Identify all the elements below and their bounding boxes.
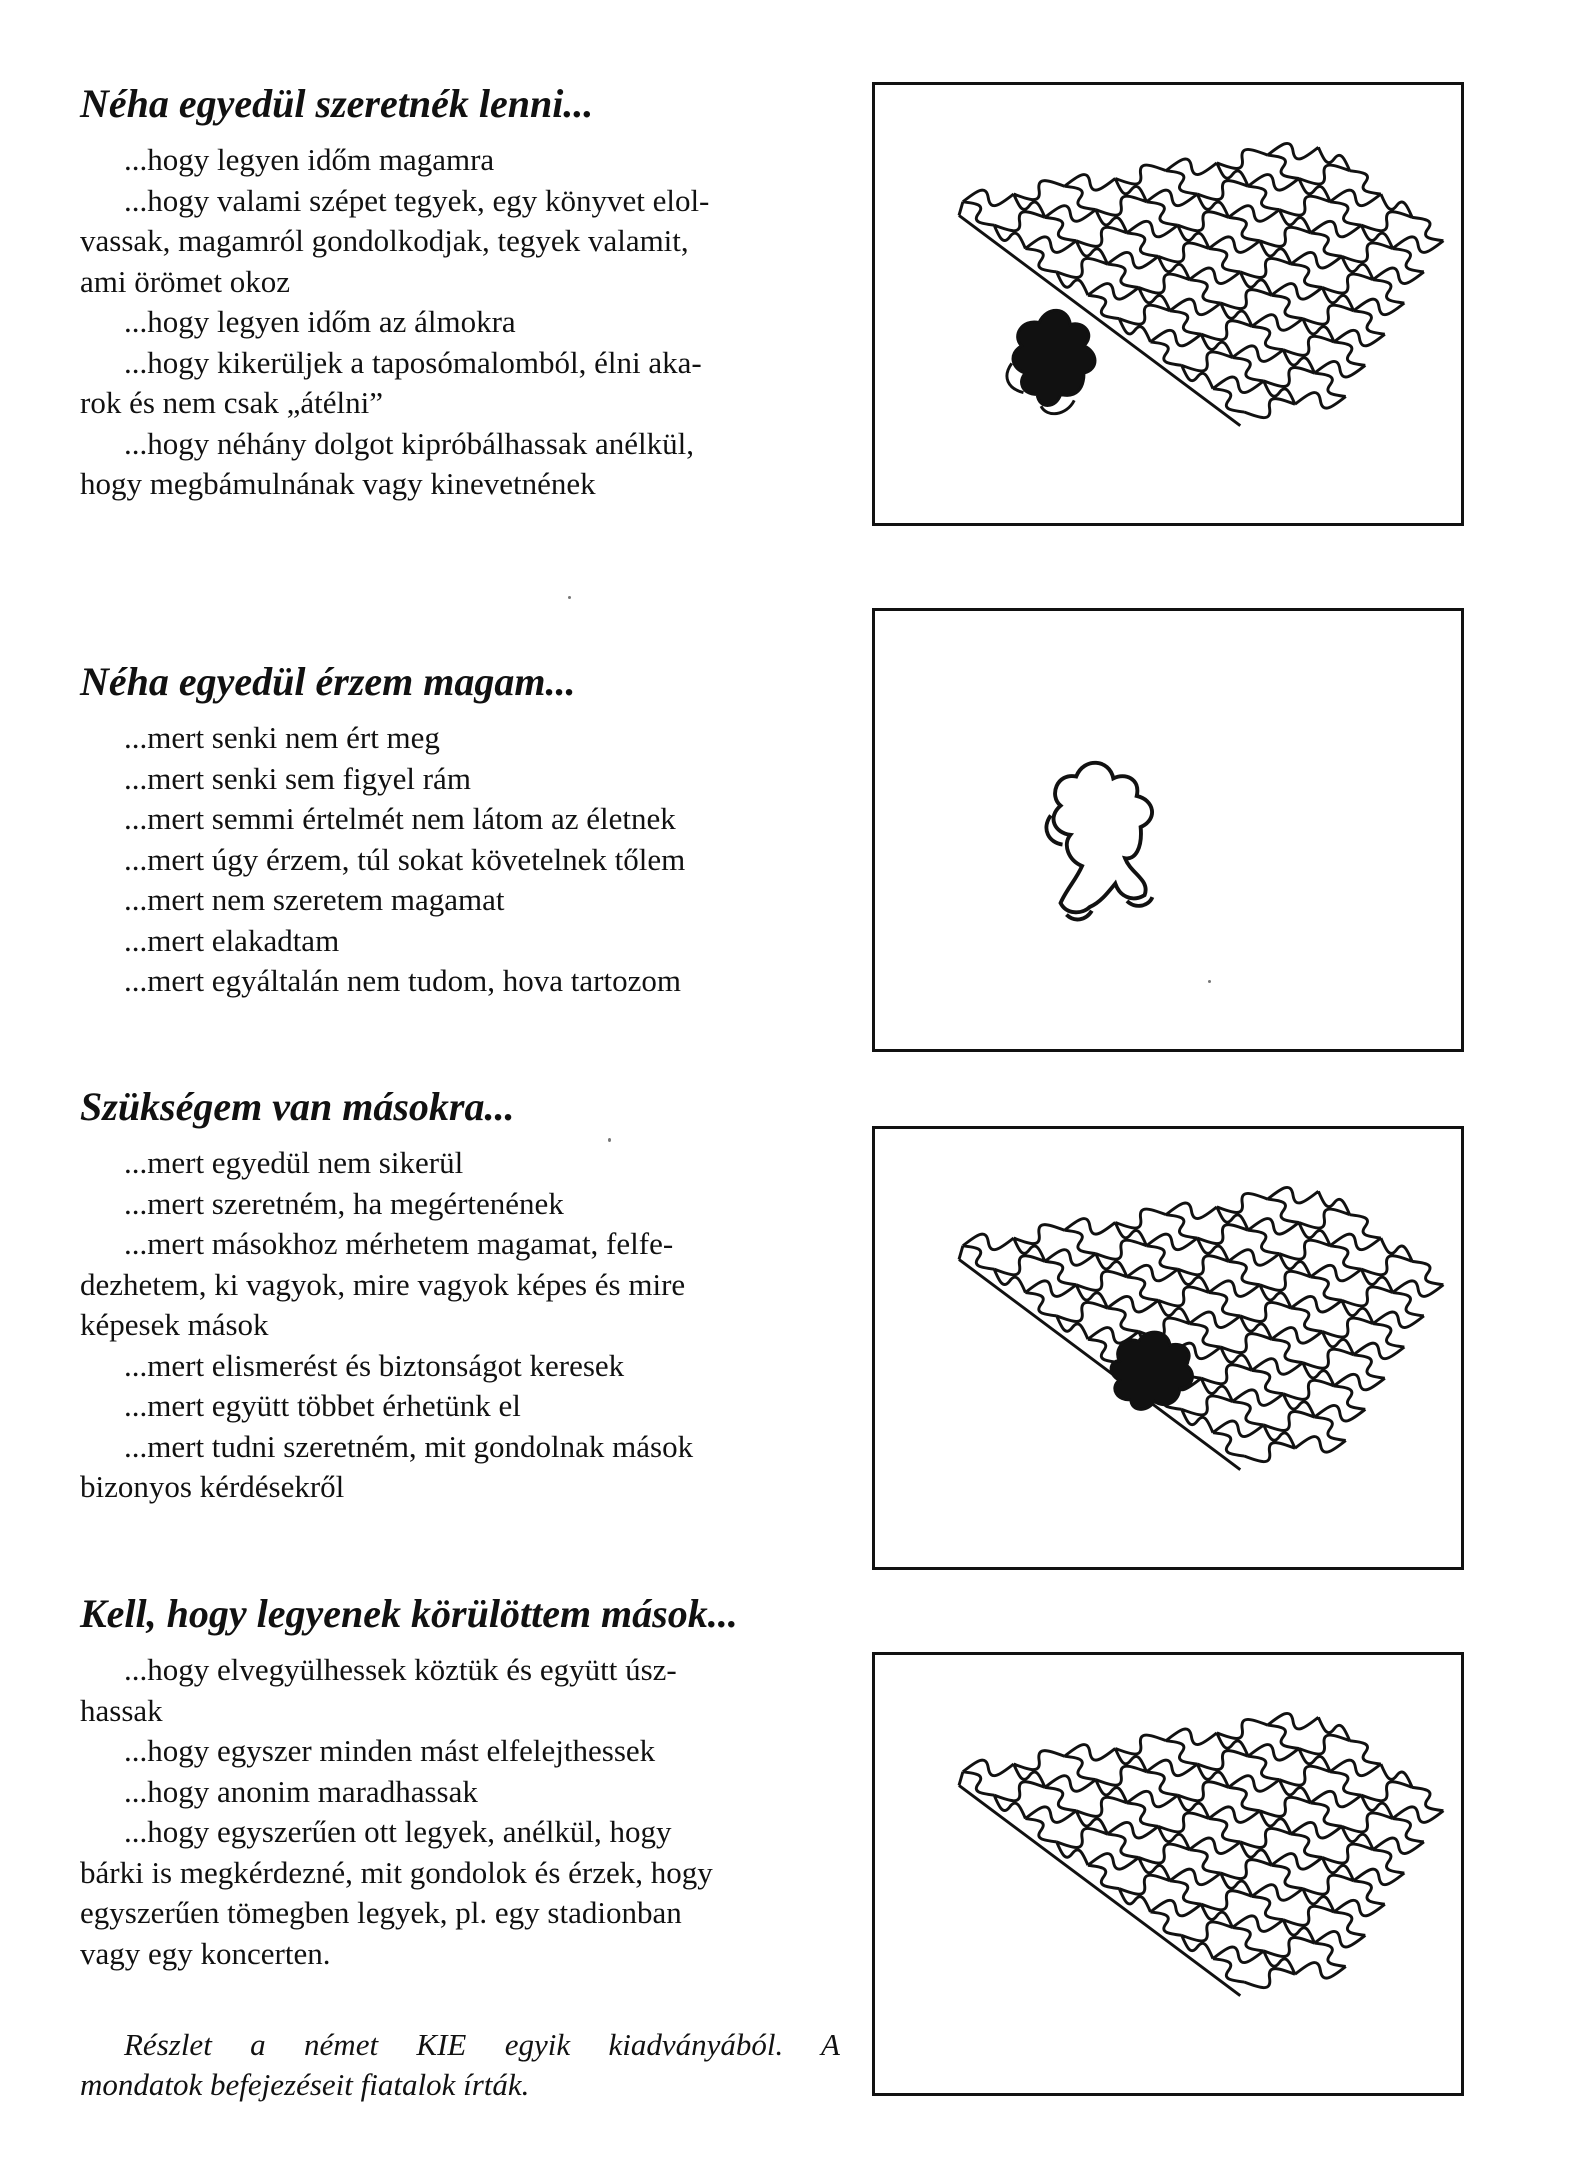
scan-speck <box>608 1138 611 1142</box>
credit-line: mondatok befejezéseit fiatalok írták. <box>80 2067 530 2102</box>
text-line: ...hogy egyszerűen ott legyek, anélkül, hogy <box>124 1814 672 1849</box>
text-line: ...hogy néhány dolgot kipróbálhassak anélkül, <box>124 425 694 461</box>
text-line: vagy egy koncerten. <box>80 1935 331 1971</box>
text-line: hassak <box>80 1692 163 1728</box>
illustration-puzzle-complete <box>872 1652 1464 2096</box>
puzzle-drawing <box>875 1655 1461 2093</box>
text-line: ...hogy elvegyülhessek köztük és együtt úsz- <box>124 1652 677 1687</box>
puzzle-field <box>959 1713 1443 1995</box>
section-alone-wish <box>80 80 840 505</box>
text-line: ...mert egyedül nem sikerül <box>124 1145 464 1180</box>
text-line: ...mert nem szeretem magamat <box>124 882 505 917</box>
text-line: ...mert tudni szeretném, mit gondolnak mások <box>124 1428 694 1464</box>
section-alone-feel <box>80 658 840 1002</box>
text-line: dezhetem, ki vagyok, mire vagyok képes és mire <box>80 1266 686 1302</box>
puzzle-grid <box>963 1187 1444 1461</box>
text-line: rok és nem csak „átélni” <box>80 385 383 420</box>
text-line: ...mert szeretném, ha megértenének <box>124 1185 564 1221</box>
text-line: egyszerűen tömegben legyek, pl. egy stadionban <box>80 1895 682 1930</box>
puzzle-field <box>959 1187 1443 1469</box>
source-credit <box>80 2025 840 2105</box>
text-line: ...mert elismerést és biztonságot keresek <box>124 1347 625 1383</box>
text-line: ...mert másokhoz mérhetem magamat, felfe- <box>124 1226 674 1261</box>
puzzle-grid <box>963 1713 1444 1987</box>
text-line: ...mert egyáltalán nem tudom, hova tartozom <box>124 963 681 998</box>
text-line: ...mert semmi értelmét nem látom az életnek <box>124 801 676 836</box>
scan-speck <box>1208 980 1211 983</box>
text-line: ...hogy egyszer minden mást elfelejthessek <box>124 1733 656 1768</box>
dark-puzzle-piece-inside <box>1111 1332 1192 1409</box>
text-line: vassak, magamról gondolkodjak, tegyek valamit, <box>80 223 689 258</box>
text-line: hogy megbámulnának vagy kinevetnének <box>80 466 596 501</box>
text-line: ...hogy anonim maradhassak <box>124 1773 478 1809</box>
text-line: ...mert úgy érzem, túl sokat követelnek tőlem <box>124 841 686 877</box>
section-need-others <box>80 1083 840 1508</box>
text-line: ...hogy kikerüljek a taposómalomból, élni aka- <box>124 344 702 380</box>
puzzle-drawing <box>875 85 1461 523</box>
section-heading: Szükségem van másokra... <box>80 1084 515 1129</box>
credit-line: Részlet a német KIE egyik kiadványából. A <box>124 2027 840 2062</box>
illustration-lone-figure <box>872 608 1464 1052</box>
puzzle-drawing <box>875 1129 1461 1567</box>
text-line: ...hogy legyen időm magamra <box>124 142 495 177</box>
text-line: ...hogy valami szépet tegyek, egy könyvet elol- <box>124 182 710 218</box>
text-line: ...mert elakadtam <box>124 922 340 958</box>
dark-puzzle-piece-outside <box>1013 310 1095 405</box>
white-puzzle-figure <box>1054 763 1153 913</box>
text-line: ...hogy legyen időm az álmokra <box>124 304 516 339</box>
section-others-around <box>80 1590 840 1974</box>
illustration-puzzle-with-piece-inside <box>872 1126 1464 1570</box>
illustration-puzzle-with-piece-outside <box>872 82 1464 526</box>
section-heading: Kell, hogy legyenek körülöttem mások... <box>80 1591 738 1636</box>
text-line: bizonyos kérdésekről <box>80 1469 345 1504</box>
scan-speck <box>568 596 571 599</box>
text-line: ami örömet okoz <box>80 263 291 299</box>
figure-drawing <box>875 611 1461 1049</box>
text-line: ...mert senki sem figyel rám <box>124 760 471 796</box>
section-heading: Néha egyedül szeretnék lenni... <box>80 81 594 126</box>
text-line: ...mert senki nem ért meg <box>124 720 440 755</box>
text-line: ...mert együtt többet érhetünk el <box>124 1388 521 1423</box>
text-line: képesek mások <box>80 1307 269 1342</box>
section-heading: Néha egyedül érzem magam... <box>80 659 576 704</box>
text-line: bárki is megkérdezné, mit gondolok és érzek, hogy <box>80 1854 713 1890</box>
